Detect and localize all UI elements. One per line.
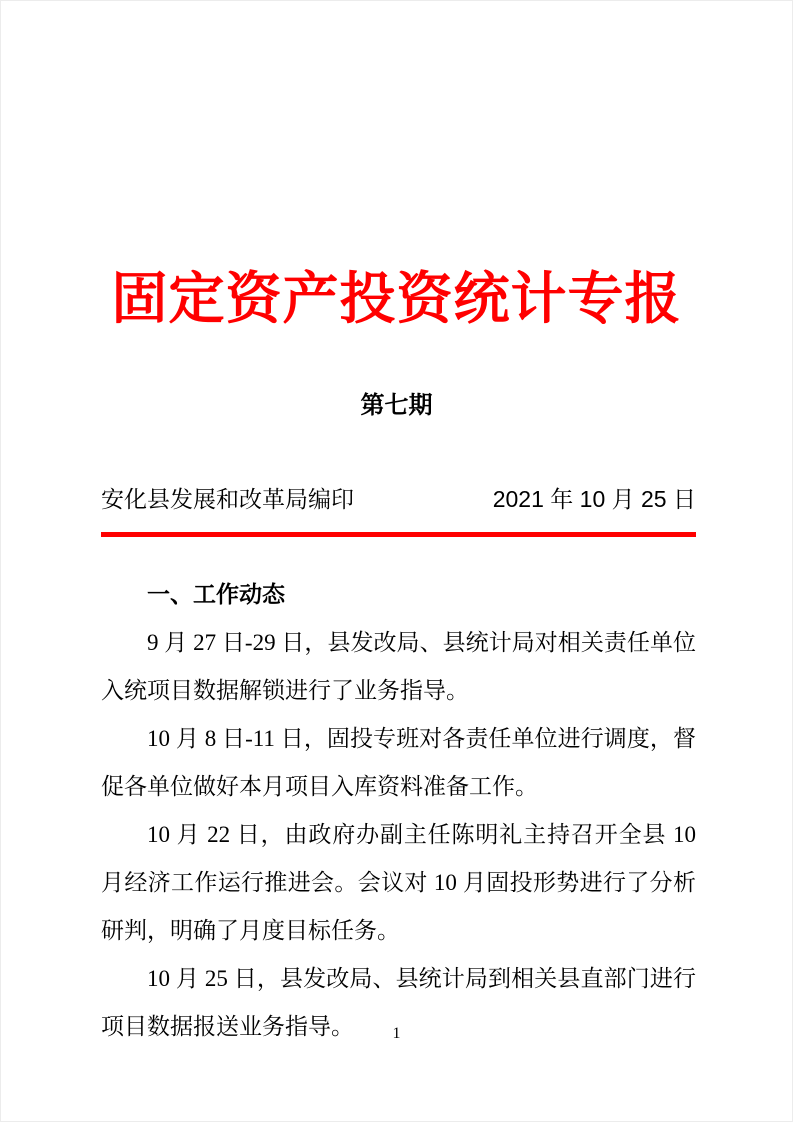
- paragraph-work-dynamics-4: 10 月 25 日，县发改局、县统计局到相关县直部门进行项目数据报送业务指导。: [101, 966, 696, 1039]
- paragraph-work-dynamics-3: 10 月 22 日，由政府办副主任陈明礼主持召开全县 10 月经济工作运行推进会。会议对 10 月固投形势进行了分析研判，明确了月度目标任务。: [101, 822, 696, 943]
- document-body: [101, 571, 696, 1051]
- issue-number: 第七期: [360, 392, 433, 419]
- masthead-row: [101, 483, 696, 515]
- page-number: 1: [392, 1025, 401, 1042]
- paragraph-work-dynamics-2: 10 月 8 日-11 日，固投专班对各责任单位进行调度，督促各单位做好本月项目入库资料准备工作。: [101, 726, 696, 799]
- document-title: 固定资产投资统计专报: [111, 267, 682, 330]
- section-heading: 一、工作动态: [147, 582, 285, 607]
- publisher-name: 安化县发展和改革局编印: [101, 486, 354, 512]
- publish-date: 2021 年 10 月 25 日: [492, 486, 696, 512]
- paragraph-work-dynamics-1: 9 月 27 日-29 日，县发改局、县统计局对相关责任单位入统项目数据解锁进行了业务指导。: [101, 630, 696, 703]
- red-divider-rule: [101, 532, 696, 537]
